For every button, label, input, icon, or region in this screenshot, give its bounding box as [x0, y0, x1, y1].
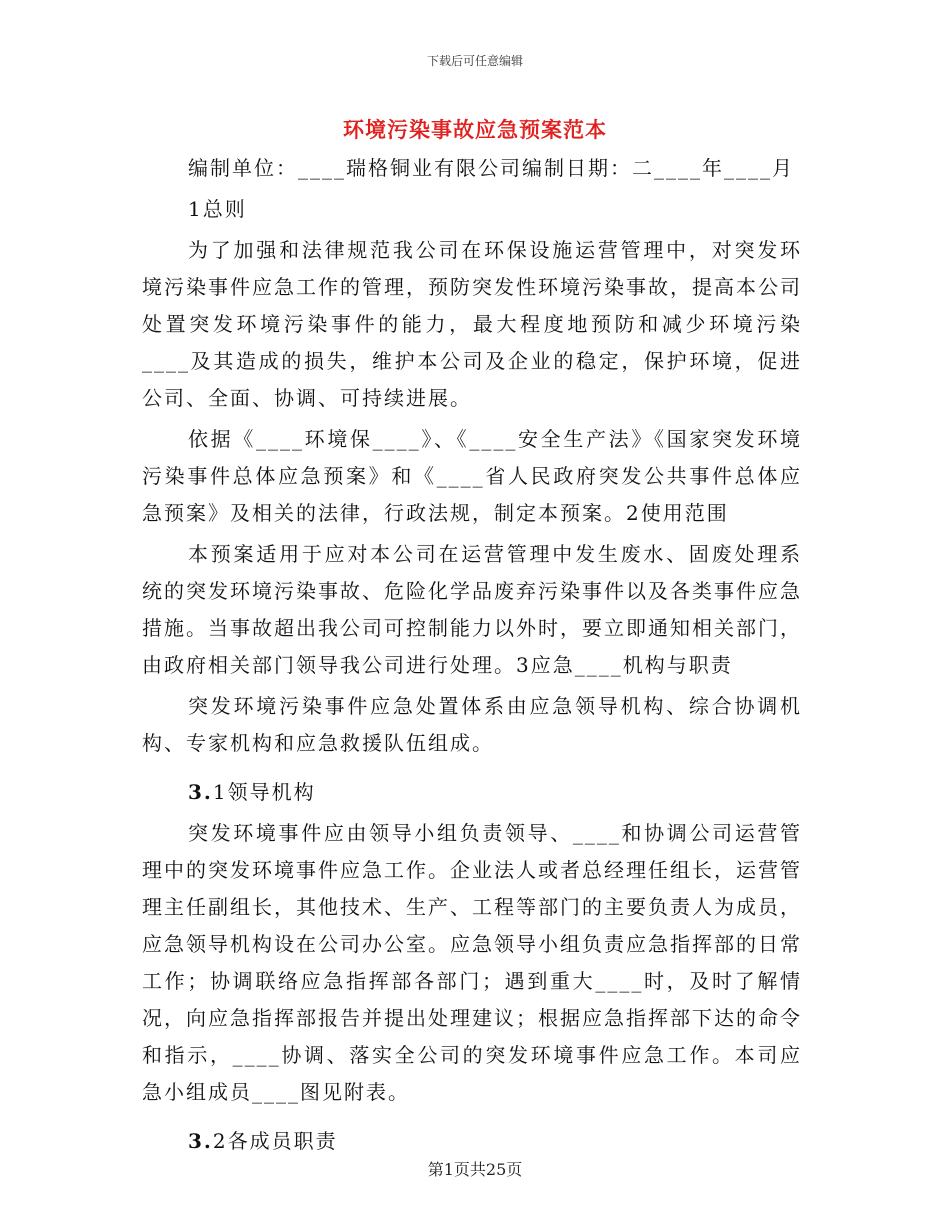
heading-number: 3.: [188, 780, 213, 804]
document-title: 环境污染事故应急预案范本: [343, 117, 607, 142]
paragraph-purpose: 为了加强和法律规范我公司在环保设施运营管理中，对突发环境污染事件应急工作的管理，预防突发性环境污染事故，提高本公司处置突发环境污染事件的能力，最大程度地预防和减少环境污染____及其造成的损失，维护本公司及企业的稳定，保护环境，促进公司、全面、协调、可持续进展。: [142, 238, 802, 410]
header-note: 下载后可任意编辑: [426, 54, 523, 68]
paragraph-system: 突发环境污染事件应急处置体系由应急领导机构、综合协调机构、专家机构和应急救援队伍组成。: [142, 694, 802, 755]
document-body: [142, 150, 802, 1160]
compiler-info: 编制单位：____瑞格铜业有限公司编制日期：二____年____月: [188, 156, 794, 180]
section-heading-duties: [142, 1123, 802, 1160]
paragraph-scope: 本预案适用于应对本公司在运营管理中发生废水、固废处理系统的突发环境污染事故、危险化学品废弃污染事件以及各类事件应急措施。当事故超出我公司可控制能力以外时，要立即通知相关部门，由政府相关部门领导我公司进行处理。3应急____机构与职责: [142, 542, 802, 677]
section-heading-general: 1总则: [188, 197, 247, 221]
heading-text: 2各成员职责: [212, 1129, 338, 1153]
heading-text: 1领导机构: [212, 780, 316, 804]
page-number-footer: 第1页共25页: [427, 1160, 523, 1179]
paragraph-leadership: 突发环境事件应由领导小组负责领导、____和协调公司运营管理中的突发环境事件应急工作。企业法人或者总经理任组长，运营管理主任副组长，其他技术、生产、工程等部门的主要负责人为成员，应急领导机构设在公司办公室。应急领导小组负责应急指挥部的日常工作；协调联络应急指挥部各部门；遇到重大____时，及时了解情况，向应急指挥部报告并提出处理建议；根据应急指挥部下达的命令和指示，____协调、落实全公司的突发环境事件应急工作。本司应急小组成员____图见附表。: [142, 821, 802, 1104]
heading-number: 3.: [188, 1129, 213, 1153]
section-heading-leadership: [142, 774, 802, 811]
paragraph-basis: 依据《____环境保____》、《____安全生产法》《国家突发环境污染事件总体应急预案》和《____省人民政府突发公共事件总体应急预案》及相关的法律，行政法规，制定本预案。2使用范围: [142, 427, 802, 525]
